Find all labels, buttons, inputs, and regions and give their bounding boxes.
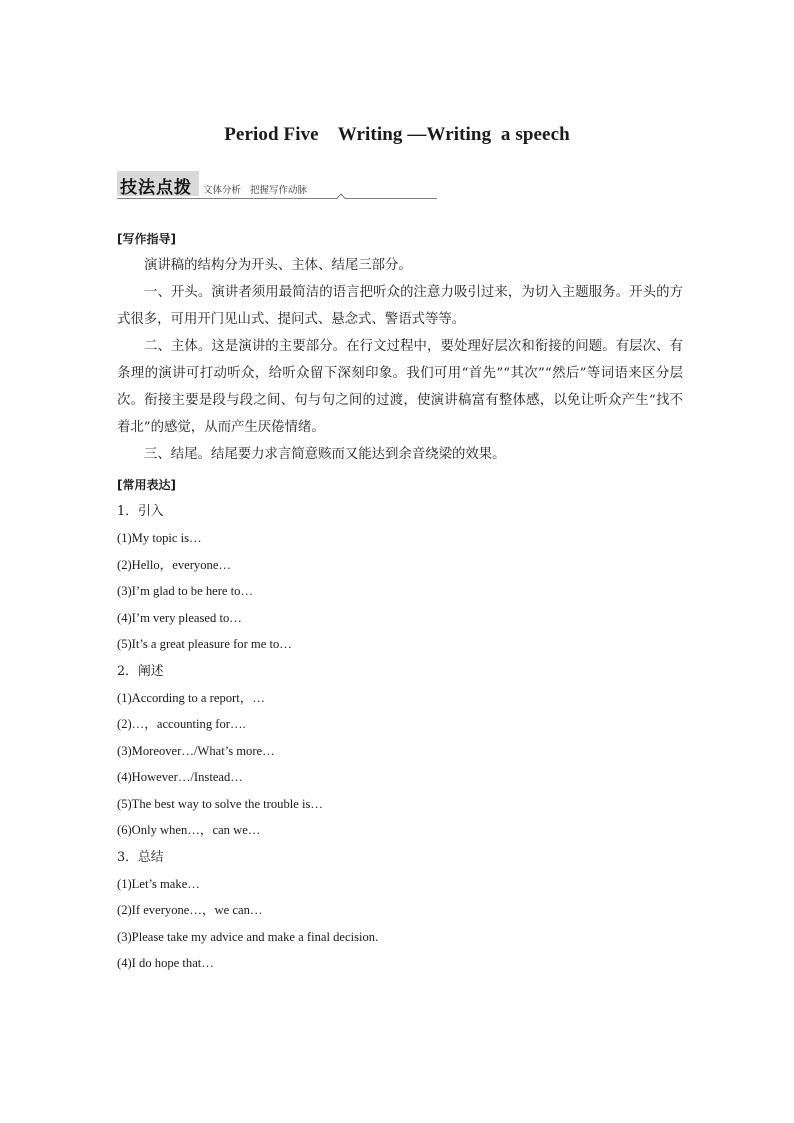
expression-item: (4)However…/Instead…	[117, 770, 243, 784]
expression-item: (4)I’m very pleased to…	[117, 610, 242, 625]
expression-item: (2)…，accounting for….	[117, 717, 246, 731]
guide-paragraph: 二、主体。这是演讲的主要部分。在行文过程中，要处理好层次和衔接的问题。有层次、有条理的演讲可打动听众，给听众留下深刻印象。我们可用“首先”“其次”“然后”等词语来区分层次。衔接主要是段与段之间、句与句之间的过渡，使演讲稿富有整体感，以免让听众产生“找不着北”的感觉，从而产生厌倦情绪。	[117, 339, 683, 435]
expression-item: (1)Let’s make…	[117, 876, 200, 891]
section-heading: 2．阐述	[117, 663, 164, 679]
expression-item: (3)Please take my advice and make a final decision.	[117, 929, 379, 944]
expression-item: (4)I do hope that…	[117, 956, 214, 970]
expression-item: (2)Hello，everyone…	[117, 557, 232, 572]
banner-title: 技法点拨	[120, 178, 192, 198]
guide-paragraph: 演讲稿的结构分为开头、主体、结尾三部分。	[144, 258, 412, 273]
expression-item: (1)According to a report，…	[117, 690, 265, 705]
common-expressions	[117, 472, 683, 977]
section-banner	[117, 170, 437, 204]
expressions-label: [常用表达]	[117, 478, 176, 492]
expression-item: (5)It’s a great pleasure for me to…	[117, 637, 292, 651]
section-heading: 1．引入	[117, 504, 164, 519]
guide-paragraph: 三、结尾。结尾要力求言简意赅而又能达到余音绕梁的效果。	[144, 447, 506, 462]
expression-item: (6)Only when…，can we…	[117, 823, 261, 837]
guide-paragraph: 一、开头。演讲者须用最简洁的语言把听众的注意力吸引过来，为切入主题服务。开头的方式很多，可用开门见山式、提问式、悬念式、警语式等等。	[117, 285, 683, 327]
banner-subtitle: 文体分析 把握写作动脉	[203, 185, 308, 196]
writing-guide	[117, 226, 683, 468]
page-title: Period Five Writing —Writing a speech	[224, 124, 570, 145]
expression-item: (3)Moreover…/What’s more…	[117, 743, 275, 758]
expression-item: (2)If everyone…，we can…	[117, 903, 263, 917]
section-heading: 3．总结	[117, 849, 164, 865]
guide-label: [写作指导]	[117, 232, 176, 246]
expression-item: (5)The best way to solve the trouble is…	[117, 796, 324, 811]
expression-item: (1)My topic is…	[117, 531, 202, 545]
expression-item: (3)I’m glad to be here to…	[117, 584, 254, 598]
